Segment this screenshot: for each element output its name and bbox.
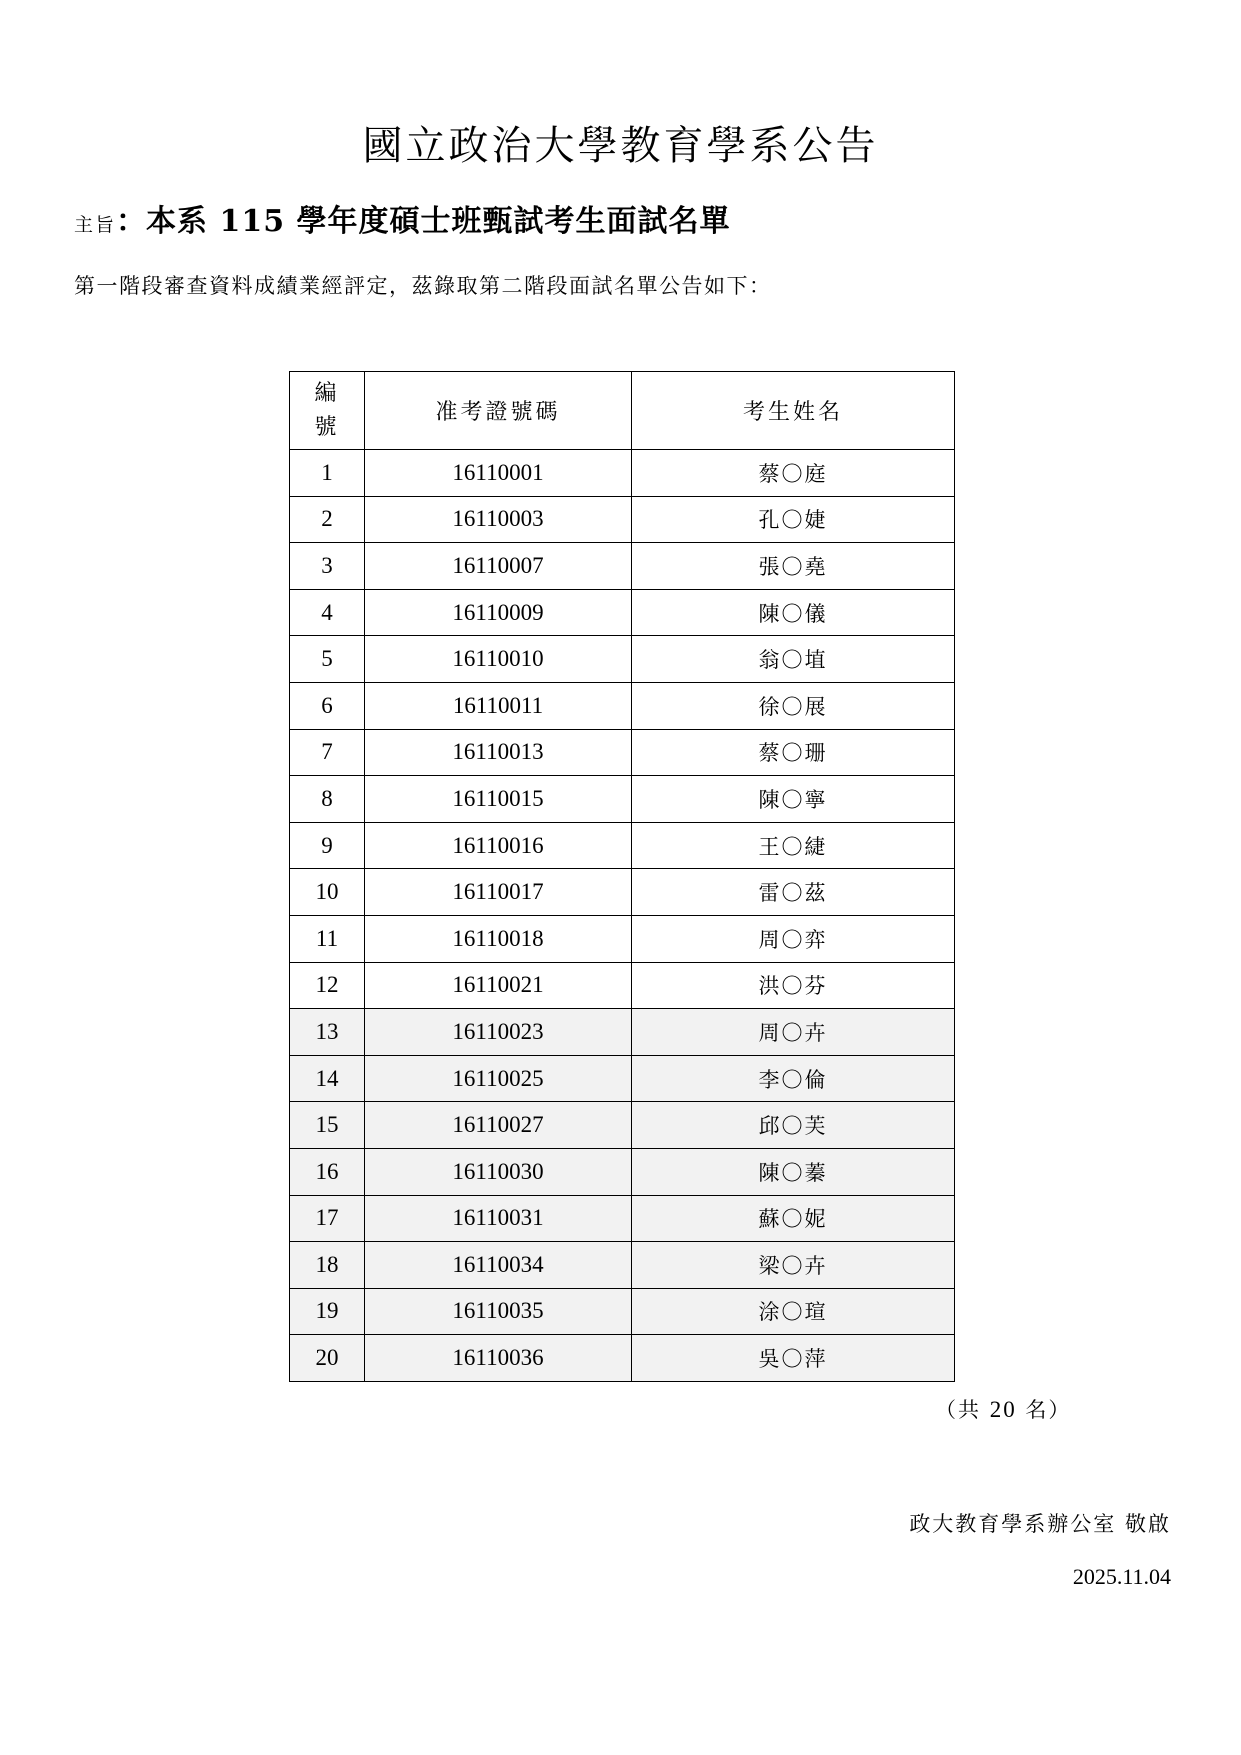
ticket-number: 16110031 (365, 1195, 632, 1242)
candidate-name: 周〇卉 (632, 1009, 955, 1056)
row-number: 19 (290, 1288, 365, 1335)
row-number: 11 (290, 915, 365, 962)
candidate-name: 陳〇蓁 (632, 1148, 955, 1195)
candidate-name: 陳〇寧 (632, 776, 955, 823)
table-row (290, 776, 955, 823)
row-number: 18 (290, 1242, 365, 1289)
candidate-name: 張〇堯 (632, 543, 955, 590)
candidate-name: 王〇緁 (632, 822, 955, 869)
candidate-name: 邱〇芙 (632, 1102, 955, 1149)
candidate-name: 吳〇萍 (632, 1335, 955, 1382)
header-number-line1: 編 (314, 380, 340, 406)
ticket-number: 16110035 (365, 1288, 632, 1335)
candidate-name: 孔〇婕 (632, 496, 955, 543)
table-row (290, 636, 955, 683)
ticket-number: 16110036 (365, 1335, 632, 1382)
table-row (290, 496, 955, 543)
signature: 政大教育學系辦公室 敬啟 (909, 1512, 1171, 1536)
row-number: 1 (290, 450, 365, 497)
row-number: 10 (290, 869, 365, 916)
header-candidate-name: 考生姓名 (632, 372, 955, 450)
table-row (290, 1055, 955, 1102)
ticket-number: 16110034 (365, 1242, 632, 1289)
ticket-number: 16110023 (365, 1009, 632, 1056)
ticket-number: 16110003 (365, 496, 632, 543)
ticket-number: 16110011 (365, 682, 632, 729)
table-row (290, 962, 955, 1009)
candidate-name: 翁〇埴 (632, 636, 955, 683)
row-number: 8 (290, 776, 365, 823)
candidate-name: 雷〇茲 (632, 869, 955, 916)
table-row (290, 450, 955, 497)
ticket-number: 16110027 (365, 1102, 632, 1149)
header-number (290, 372, 365, 450)
row-number: 12 (290, 962, 365, 1009)
table-row (290, 1335, 955, 1382)
ticket-number: 16110015 (365, 776, 632, 823)
row-number: 20 (290, 1335, 365, 1382)
candidate-name: 涂〇瑄 (632, 1288, 955, 1335)
ticket-number: 16110001 (365, 450, 632, 497)
row-number: 5 (290, 636, 365, 683)
table-row (290, 869, 955, 916)
total-suffix: 名） (1025, 1398, 1072, 1422)
table-row (290, 915, 955, 962)
candidate-name: 陳〇儀 (632, 589, 955, 636)
table-row (290, 1195, 955, 1242)
subject-line (74, 200, 731, 248)
table-row (290, 1242, 955, 1289)
subject-colon: ： (116, 204, 147, 239)
ticket-number: 16110010 (365, 636, 632, 683)
candidate-name: 李〇倫 (632, 1055, 955, 1102)
ticket-number: 16110013 (365, 729, 632, 776)
ticket-number: 16110016 (365, 822, 632, 869)
total-count (935, 1394, 1071, 1424)
row-number: 13 (290, 1009, 365, 1056)
table-row (290, 1288, 955, 1335)
announcement-date: 2025.11.04 (1072, 1564, 1171, 1589)
table-header-row (290, 372, 955, 450)
subject-text: 本系 115 學年度碩士班甄試考生面試名單 (146, 204, 731, 239)
row-number: 7 (290, 729, 365, 776)
table-row (290, 729, 955, 776)
row-number: 14 (290, 1055, 365, 1102)
row-number: 9 (290, 822, 365, 869)
row-number: 17 (290, 1195, 365, 1242)
candidate-name: 周〇弈 (632, 915, 955, 962)
ticket-number: 16110017 (365, 869, 632, 916)
intro-paragraph: 第一階段審查資料成績業經評定，茲錄取第二階段面試名單公告如下： (74, 274, 772, 298)
total-prefix: （共 (935, 1398, 981, 1422)
candidate-name: 洪〇芬 (632, 962, 955, 1009)
ticket-number: 16110021 (365, 962, 632, 1009)
total-number: 20 (989, 1397, 1017, 1422)
table-row (290, 1148, 955, 1195)
row-number: 6 (290, 682, 365, 729)
row-number: 2 (290, 496, 365, 543)
row-number: 4 (290, 589, 365, 636)
row-number: 15 (290, 1102, 365, 1149)
ticket-number: 16110030 (365, 1148, 632, 1195)
table-row (290, 1009, 955, 1056)
ticket-number: 16110009 (365, 589, 632, 636)
candidate-name: 蔡〇庭 (632, 450, 955, 497)
header-ticket-number: 准考證號碼 (365, 372, 632, 450)
table-row (290, 822, 955, 869)
table-row (290, 589, 955, 636)
interview-list-table (289, 371, 955, 1382)
ticket-number: 16110025 (365, 1055, 632, 1102)
candidate-name: 梁〇卉 (632, 1242, 955, 1289)
ticket-number: 16110007 (365, 543, 632, 590)
row-number: 16 (290, 1148, 365, 1195)
candidate-name: 蔡〇珊 (632, 729, 955, 776)
ticket-number: 16110018 (365, 915, 632, 962)
subject-label: 主旨 (74, 214, 117, 236)
table-body (290, 450, 955, 1382)
table-row (290, 1102, 955, 1149)
candidate-name: 徐〇展 (632, 682, 955, 729)
table-row (290, 682, 955, 729)
row-number: 3 (290, 543, 365, 590)
candidate-name: 蘇〇妮 (632, 1195, 955, 1242)
table-row (290, 543, 955, 590)
header-number-line2: 號 (314, 414, 340, 440)
page-title: 國立政治大學教育學系公告 (362, 123, 879, 169)
